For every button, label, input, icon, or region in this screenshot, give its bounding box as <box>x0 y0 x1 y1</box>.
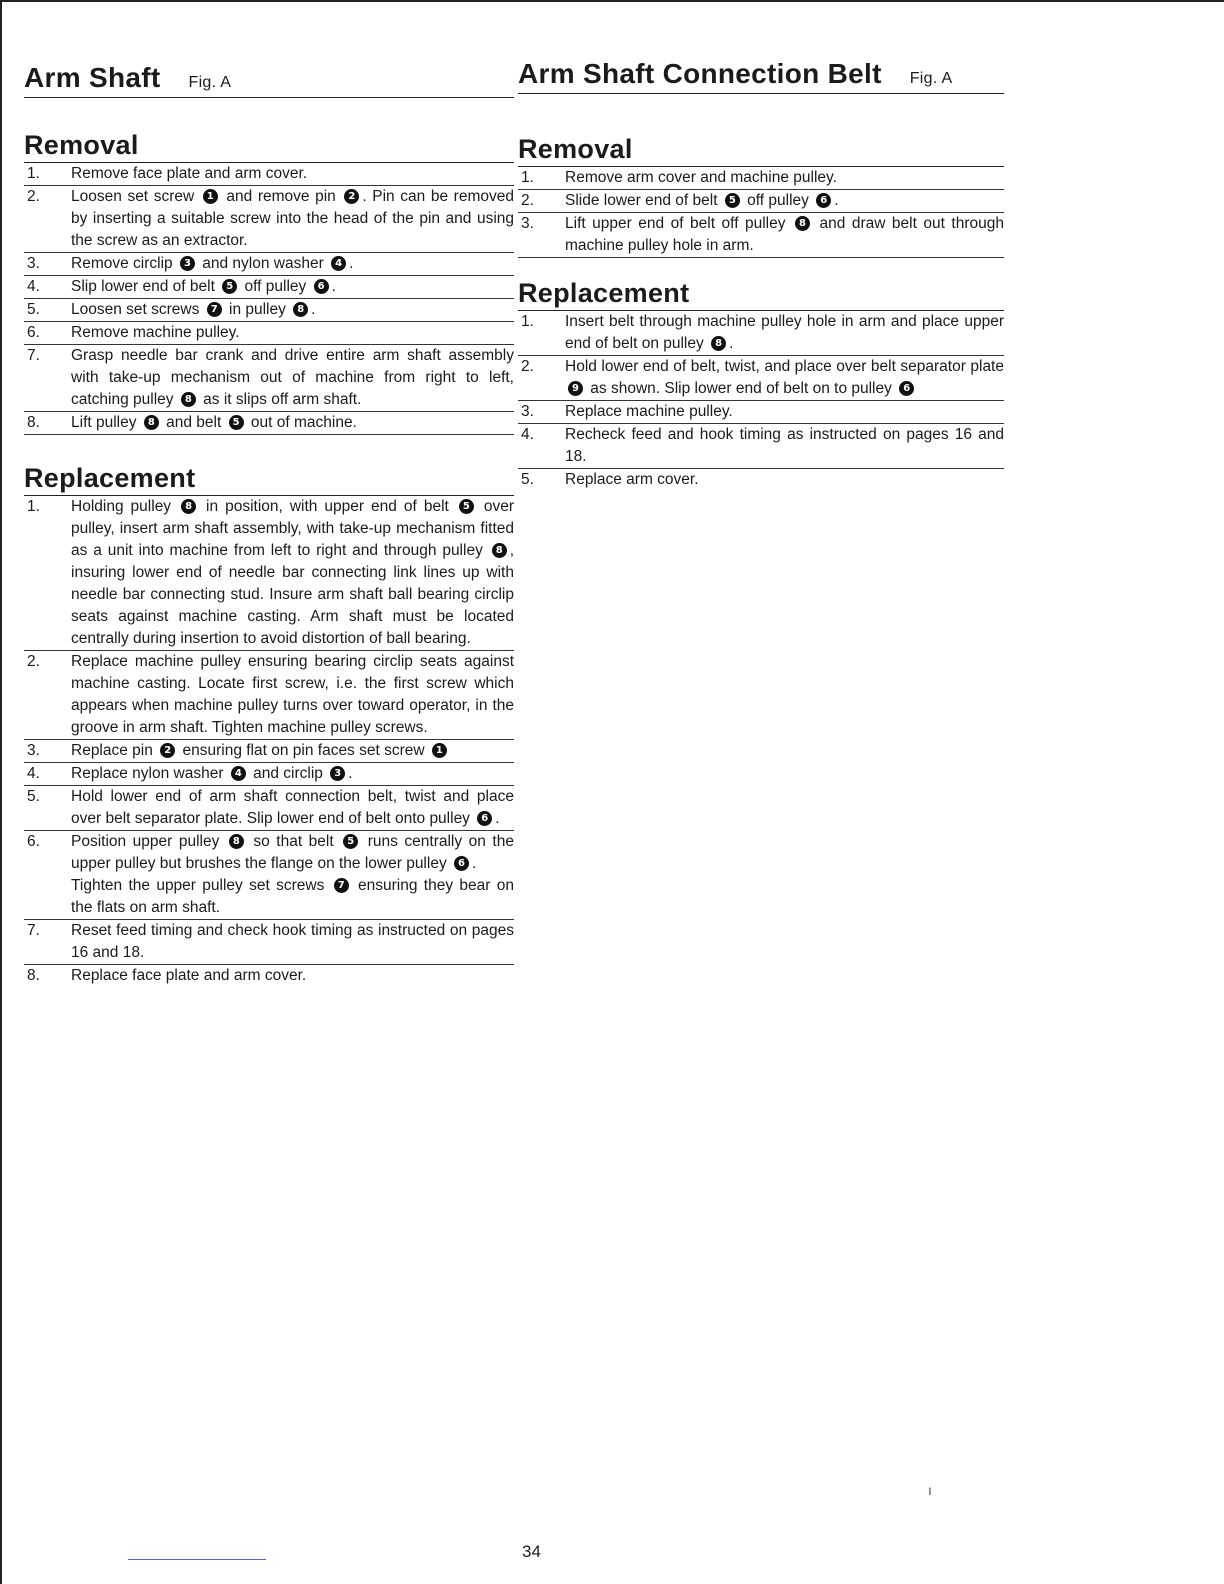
step-description <box>565 190 1004 212</box>
step-text: and draw belt out through machine pulley hole in arm. <box>565 215 1004 254</box>
step-extra-paragraph <box>71 875 514 919</box>
callout-number-badge: 6 <box>454 856 469 871</box>
step-text: Slip lower end of belt <box>71 278 220 295</box>
step-description <box>565 424 1004 468</box>
step-description <box>565 356 1004 400</box>
step-number: 1. <box>27 165 40 182</box>
step-item <box>518 311 1004 356</box>
step-number: 4. <box>27 278 40 295</box>
step-text: out of machine. <box>246 414 357 431</box>
step-text: , insuring lower end of needle bar connecting link lines up with needle bar connecting stud. Insure arm shaft ball bearing circlip seats against machine casting. Arm shaft must be located centrally during insertion to avoid distortion of ball bearing. <box>71 542 514 647</box>
step-text: Lift upper end of belt off pulley <box>565 215 792 232</box>
step-item <box>24 763 514 786</box>
step-text: in pulley <box>224 301 291 318</box>
section-title-text: Arm Shaft Connection Belt <box>518 58 882 89</box>
step-text: Replace machine pulley. <box>565 403 733 420</box>
callout-number-badge: 8 <box>492 543 507 558</box>
step-text: and belt <box>161 414 226 431</box>
scan-mark: ı <box>928 1482 932 1498</box>
removal-steps <box>24 163 514 435</box>
step-text: Holding pulley <box>71 498 179 515</box>
step-number: 8. <box>27 967 40 984</box>
step-text: and nylon washer <box>197 255 329 272</box>
figure-reference: Fig. A <box>909 70 953 87</box>
step-item <box>518 469 1004 491</box>
section-title-arm-shaft <box>24 62 514 98</box>
step-item <box>518 356 1004 401</box>
footer-rule <box>128 1559 266 1560</box>
step-item <box>24 831 514 920</box>
step-text: as shown. Slip lower end of belt on to pulley <box>586 380 897 397</box>
step-description <box>71 831 514 919</box>
step-text: . Pin can be removed by inserting a suitable screw into the head of the pin and using the screw as an extractor. <box>71 188 514 249</box>
callout-number-badge: 2 <box>344 189 359 204</box>
step-text: ensuring flat on pin faces set screw <box>178 742 429 759</box>
step-item <box>24 651 514 740</box>
step-text: Remove arm cover and machine pulley. <box>565 169 837 186</box>
step-number: 3. <box>27 742 40 759</box>
callout-number-badge: 8 <box>229 834 244 849</box>
step-text: . <box>495 810 500 827</box>
step-text: . <box>348 765 353 782</box>
step-text: over pulley, insert arm shaft assembly, with take-up mechanism fitted as a unit into machine from left to right and through pulley <box>71 498 514 559</box>
step-text: off pulley <box>240 278 311 295</box>
step-item <box>24 412 514 435</box>
step-description <box>565 401 1004 423</box>
step-text: Insert belt through machine pulley hole in arm and place upper end of belt on pulley <box>565 313 1004 352</box>
section-title-connection-belt <box>518 58 1004 94</box>
step-text: in position, with upper end of belt <box>199 498 456 515</box>
step-text: Replace nylon washer <box>71 765 228 782</box>
step-item <box>24 276 514 299</box>
step-description <box>71 496 514 650</box>
callout-number-badge: 3 <box>180 256 195 271</box>
step-description <box>71 186 514 252</box>
step-text: Reset feed timing and check hook timing as instructed on pages 16 and 18. <box>71 922 514 961</box>
callout-number-badge: 2 <box>160 743 175 758</box>
callout-number-badge: 8 <box>795 216 810 231</box>
step-text: Hold lower end of arm shaft connection belt, twist and place over belt separator plate. Slip lower end of belt onto pulley <box>71 788 514 827</box>
step-number: 6. <box>27 833 40 850</box>
step-description <box>71 253 514 275</box>
step-text: Lift pulley <box>71 414 141 431</box>
step-number: 2. <box>521 192 534 209</box>
step-text: . <box>472 855 477 872</box>
step-description <box>565 213 1004 257</box>
step-description <box>71 345 514 411</box>
section-title-text: Arm Shaft <box>24 62 161 93</box>
step-text: Loosen set screw <box>71 188 200 205</box>
step-item <box>24 345 514 412</box>
step-number: 4. <box>521 426 534 443</box>
step-description <box>565 469 1004 491</box>
step-text: Replace pin <box>71 742 158 759</box>
callout-number-badge: 1 <box>203 189 218 204</box>
step-text: Loosen set screws <box>71 301 204 318</box>
step-description <box>71 276 514 298</box>
step-description <box>71 763 514 785</box>
step-description <box>565 167 1004 189</box>
step-description <box>71 965 514 987</box>
step-item <box>518 401 1004 424</box>
callout-number-badge: 5 <box>459 499 474 514</box>
callout-number-badge: 6 <box>899 381 914 396</box>
callout-number-badge: 6 <box>477 811 492 826</box>
step-item <box>24 740 514 763</box>
callout-number-badge: 8 <box>181 392 196 407</box>
step-number: 3. <box>27 255 40 272</box>
step-text: and circlip <box>248 765 328 782</box>
callout-number-badge: 3 <box>330 766 345 781</box>
step-text: Remove machine pulley. <box>71 324 240 341</box>
step-description <box>71 740 514 762</box>
step-text: . <box>349 255 354 272</box>
replacement-heading: Replacement <box>24 463 514 496</box>
step-text: Replace face plate and arm cover. <box>71 967 307 984</box>
step-description <box>71 920 514 964</box>
step-number: 6. <box>27 324 40 341</box>
step-text: . <box>331 278 336 295</box>
callout-number-badge: 6 <box>816 193 831 208</box>
step-description <box>71 786 514 830</box>
replacement-heading: Replacement <box>518 278 1004 311</box>
step-item <box>24 253 514 276</box>
step-description <box>71 412 514 434</box>
callout-number-badge: 4 <box>231 766 246 781</box>
callout-number-badge: 6 <box>314 279 329 294</box>
step-description <box>71 299 514 321</box>
step-number: 5. <box>27 788 40 805</box>
step-number: 5. <box>27 301 40 318</box>
step-text: as it slips off arm shaft. <box>198 391 362 408</box>
callout-number-badge: 8 <box>293 302 308 317</box>
callout-number-badge: 5 <box>222 279 237 294</box>
step-number: 7. <box>27 922 40 939</box>
step-number: 1. <box>521 313 534 330</box>
callout-number-badge: 1 <box>432 743 447 758</box>
step-text: Replace arm cover. <box>565 471 699 488</box>
arm-shaft-column <box>24 62 514 987</box>
step-text: and remove pin <box>220 188 342 205</box>
step-number: 2. <box>27 653 40 670</box>
step-description <box>71 322 514 344</box>
step-number: 2. <box>27 188 40 205</box>
step-text: Grasp needle bar crank and drive entire arm shaft assembly with take-up mechanism out of machine from right to left, catching pulley <box>71 347 514 408</box>
step-number: 4. <box>27 765 40 782</box>
step-item <box>24 322 514 345</box>
callout-number-badge: 8 <box>144 415 159 430</box>
step-text: . <box>729 335 734 352</box>
callout-number-badge: 4 <box>331 256 346 271</box>
step-text: . <box>311 301 316 318</box>
step-item <box>518 424 1004 469</box>
callout-number-badge: 5 <box>725 193 740 208</box>
step-item <box>24 786 514 831</box>
step-item <box>24 496 514 651</box>
step-number: 7. <box>27 347 40 364</box>
step-item <box>518 167 1004 190</box>
callout-number-badge: 9 <box>568 381 583 396</box>
figure-reference: Fig. A <box>188 74 232 91</box>
page-border-left <box>0 0 2 1584</box>
step-text: runs centrally on the upper pulley but brushes the flange on the lower pulley <box>71 833 514 872</box>
replacement-steps <box>518 311 1004 491</box>
removal-steps <box>518 167 1004 258</box>
step-text: Recheck feed and hook timing as instructed on pages 16 and 18. <box>565 426 1004 465</box>
step-description <box>565 311 1004 355</box>
step-text: off pulley <box>742 192 814 209</box>
step-item <box>24 299 514 322</box>
step-item <box>24 163 514 186</box>
step-number: 3. <box>521 215 534 232</box>
step-description <box>71 163 514 185</box>
step-text: Hold lower end of belt, twist, and place over belt separator plate <box>565 358 1004 375</box>
callout-number-badge: 8 <box>711 336 726 351</box>
step-number: 3. <box>521 403 534 420</box>
removal-heading: Removal <box>518 134 1004 167</box>
callout-number-badge: 5 <box>343 834 358 849</box>
step-text: Slide lower end of belt <box>565 192 722 209</box>
step-item <box>518 190 1004 213</box>
replacement-steps <box>24 496 514 987</box>
page-number: 34 <box>522 1542 541 1561</box>
arm-shaft-connection-belt-column <box>518 58 1004 491</box>
callout-number-badge: 7 <box>334 878 349 893</box>
step-item <box>24 920 514 965</box>
step-number: 5. <box>521 471 534 488</box>
step-number: 1. <box>27 498 40 515</box>
step-description <box>71 651 514 739</box>
step-text: Replace machine pulley ensuring bearing circlip seats against machine casting. Locate first screw, i.e. the first screw which appears when machine pulley turns over toward operator, in the groove in arm shaft. Tighten machine pulley screws. <box>71 653 514 736</box>
step-number: 2. <box>521 358 534 375</box>
step-item <box>24 965 514 987</box>
removal-heading: Removal <box>24 130 514 163</box>
step-text: Tighten the upper pulley set screws <box>71 877 331 894</box>
callout-number-badge: 5 <box>229 415 244 430</box>
callout-number-badge: 7 <box>207 302 222 317</box>
page-border-top <box>0 0 1224 2</box>
step-item <box>518 213 1004 258</box>
step-text: Remove circlip <box>71 255 177 272</box>
callout-number-badge: 8 <box>181 499 196 514</box>
step-number: 1. <box>521 169 534 186</box>
step-text: ensuring they bear on the flats on arm shaft. <box>71 877 514 916</box>
step-item <box>24 186 514 253</box>
step-text: Remove face plate and arm cover. <box>71 165 308 182</box>
step-text: Position upper pulley <box>71 833 226 850</box>
step-number: 8. <box>27 414 40 431</box>
step-text: . <box>834 192 839 209</box>
step-text: so that belt <box>246 833 341 850</box>
